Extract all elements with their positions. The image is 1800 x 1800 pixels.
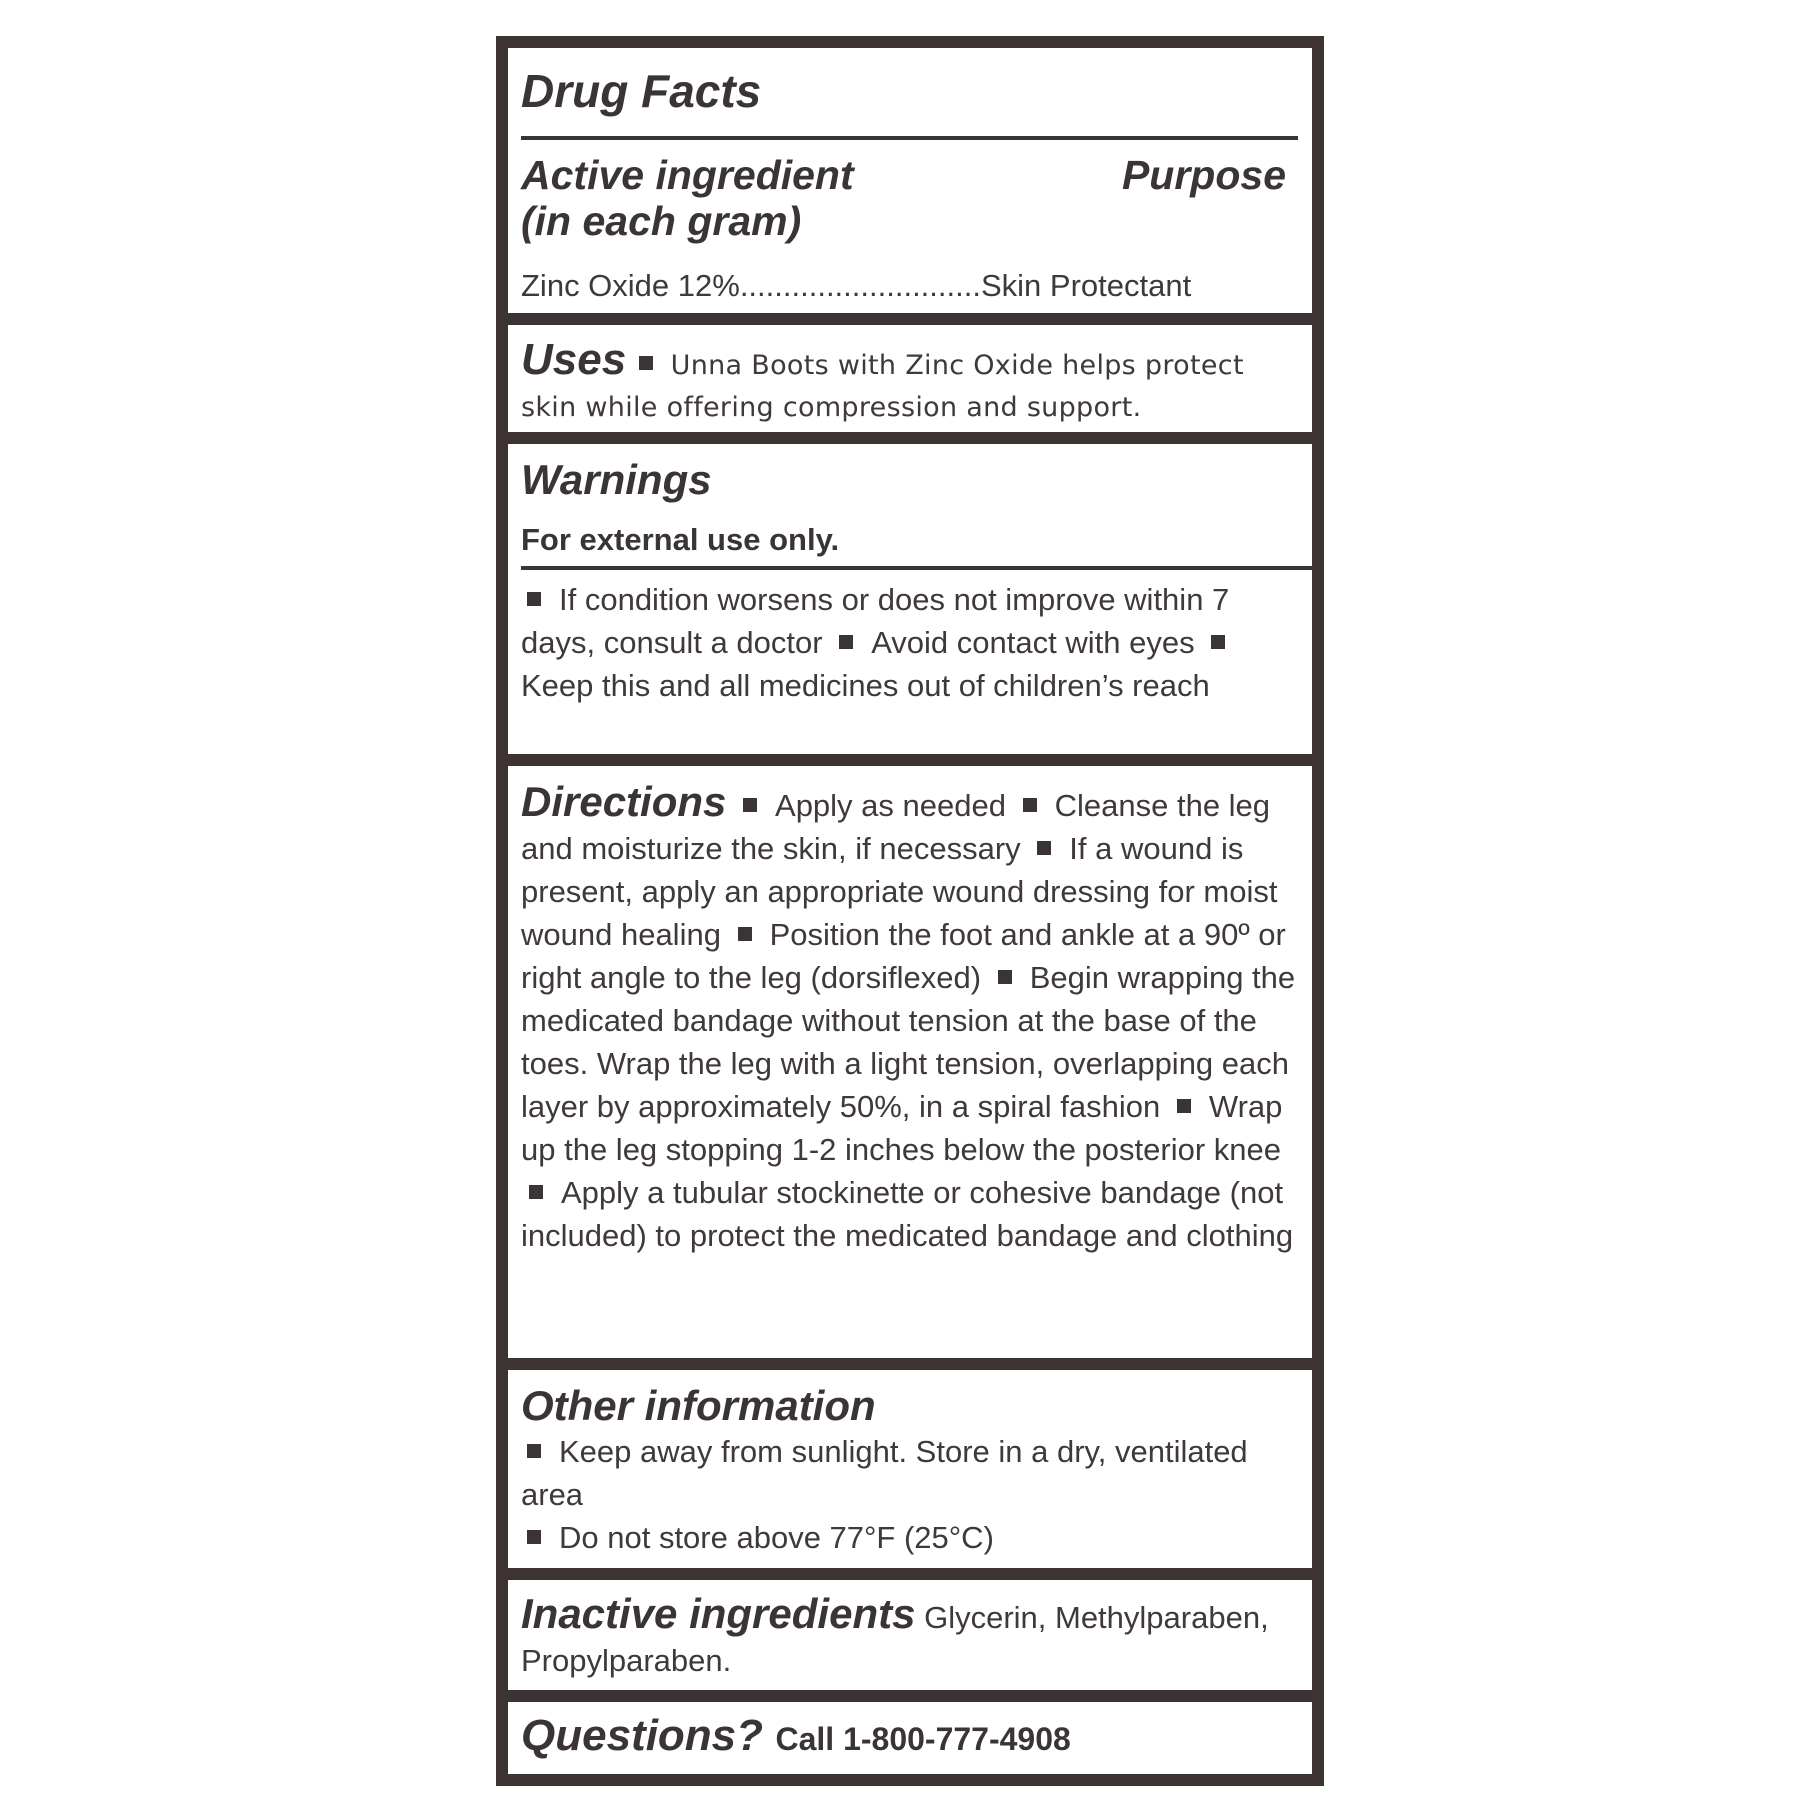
questions-section (508, 1702, 1312, 1774)
bullet-icon (839, 635, 853, 649)
other-information-title: Other information (521, 1382, 876, 1429)
bullet-icon (998, 970, 1012, 984)
bullet-icon (1037, 841, 1051, 855)
direction-item: Cleanse the leg and moisturize the skin, if necessary (521, 788, 1271, 866)
bullet-icon (529, 1185, 543, 1199)
direction-item: Apply a tubular stockinette or cohesive bandage (not included) to protect the medicated bandage and clothing (521, 1175, 1294, 1253)
questions-title: Questions? (521, 1711, 764, 1760)
bullet-icon (527, 1530, 541, 1544)
inactive-ingredients-body (521, 1592, 1298, 1682)
active-ingredient-header (521, 152, 1298, 244)
active-ingredient-sublabel: (in each gram) (521, 198, 802, 244)
warning-item: Keep this and all medicines out of children’s reach (521, 668, 1210, 703)
drug-facts-header-section (508, 48, 1312, 313)
drug-facts-title: Drug Facts (521, 65, 762, 117)
active-ingredient-heading (521, 152, 854, 244)
bullet-icon (743, 798, 757, 812)
other-information-item (521, 1516, 1298, 1559)
bullet-icon (738, 927, 752, 941)
warnings-list (521, 578, 1298, 707)
direction-item: Wrap up the leg stopping 1-2 inches below the posterior knee (521, 1089, 1283, 1167)
warning-item: Avoid contact with eyes (871, 625, 1195, 660)
bullet-icon (527, 1444, 541, 1458)
direction-item: If a wound is present, apply an appropriate wound dressing for moist wound healing (521, 831, 1278, 952)
other-information-section (508, 1370, 1312, 1568)
directions-body (521, 780, 1298, 1257)
divider (521, 566, 1312, 570)
bullet-icon (639, 356, 653, 370)
questions-phone: Call 1-800-777-4908 (775, 1721, 1071, 1757)
directions-section (508, 766, 1312, 1358)
direction-item: Apply as needed (775, 788, 1006, 823)
warnings-subheading: For external use only. (521, 522, 840, 557)
inactive-ingredients-text: Glycerin, Methylparaben, Propylparaben. (521, 1600, 1269, 1678)
uses-section (508, 325, 1312, 432)
other-information-text: Keep away from sunlight. Store in a dry, ventilated area (521, 1434, 1248, 1512)
warning-item: If condition worsens or does not improve within 7 days, consult a doctor (521, 582, 1230, 660)
uses-text: Unna Boots with Zinc Oxide helps protect skin while offering compression and support. (521, 350, 1244, 423)
bullet-icon (1177, 1099, 1191, 1113)
purpose-heading: Purpose (1121, 152, 1286, 198)
other-information-item (521, 1430, 1298, 1516)
bullet-icon (527, 592, 541, 606)
inactive-ingredients-title: Inactive ingredients (521, 1590, 916, 1637)
directions-title: Directions (521, 778, 727, 825)
active-ingredient-label: Active ingredient (521, 152, 854, 198)
warnings-title: Warnings (521, 456, 712, 503)
bullet-icon (1211, 635, 1225, 649)
inactive-ingredients-section (508, 1580, 1312, 1690)
uses-title: Uses (521, 335, 627, 384)
direction-item: Position the foot and ankle at a 90º or right angle to the leg (dorsiflexed) (521, 917, 1286, 995)
direction-item: Begin wrapping the medicated bandage without tension at the base of the toes. Wrap the leg with a light tension, overlapping each layer by approximately 50%, in a spiral fashion (521, 960, 1296, 1124)
warnings-section (508, 444, 1312, 754)
drug-facts-panel (496, 36, 1324, 1786)
other-information-text: Do not store above 77°F (25°C) (559, 1520, 994, 1555)
divider (521, 136, 1298, 140)
bullet-icon (1023, 798, 1037, 812)
ingredient-line: Zinc Oxide 12%............................Skin Protectant (521, 268, 1192, 303)
